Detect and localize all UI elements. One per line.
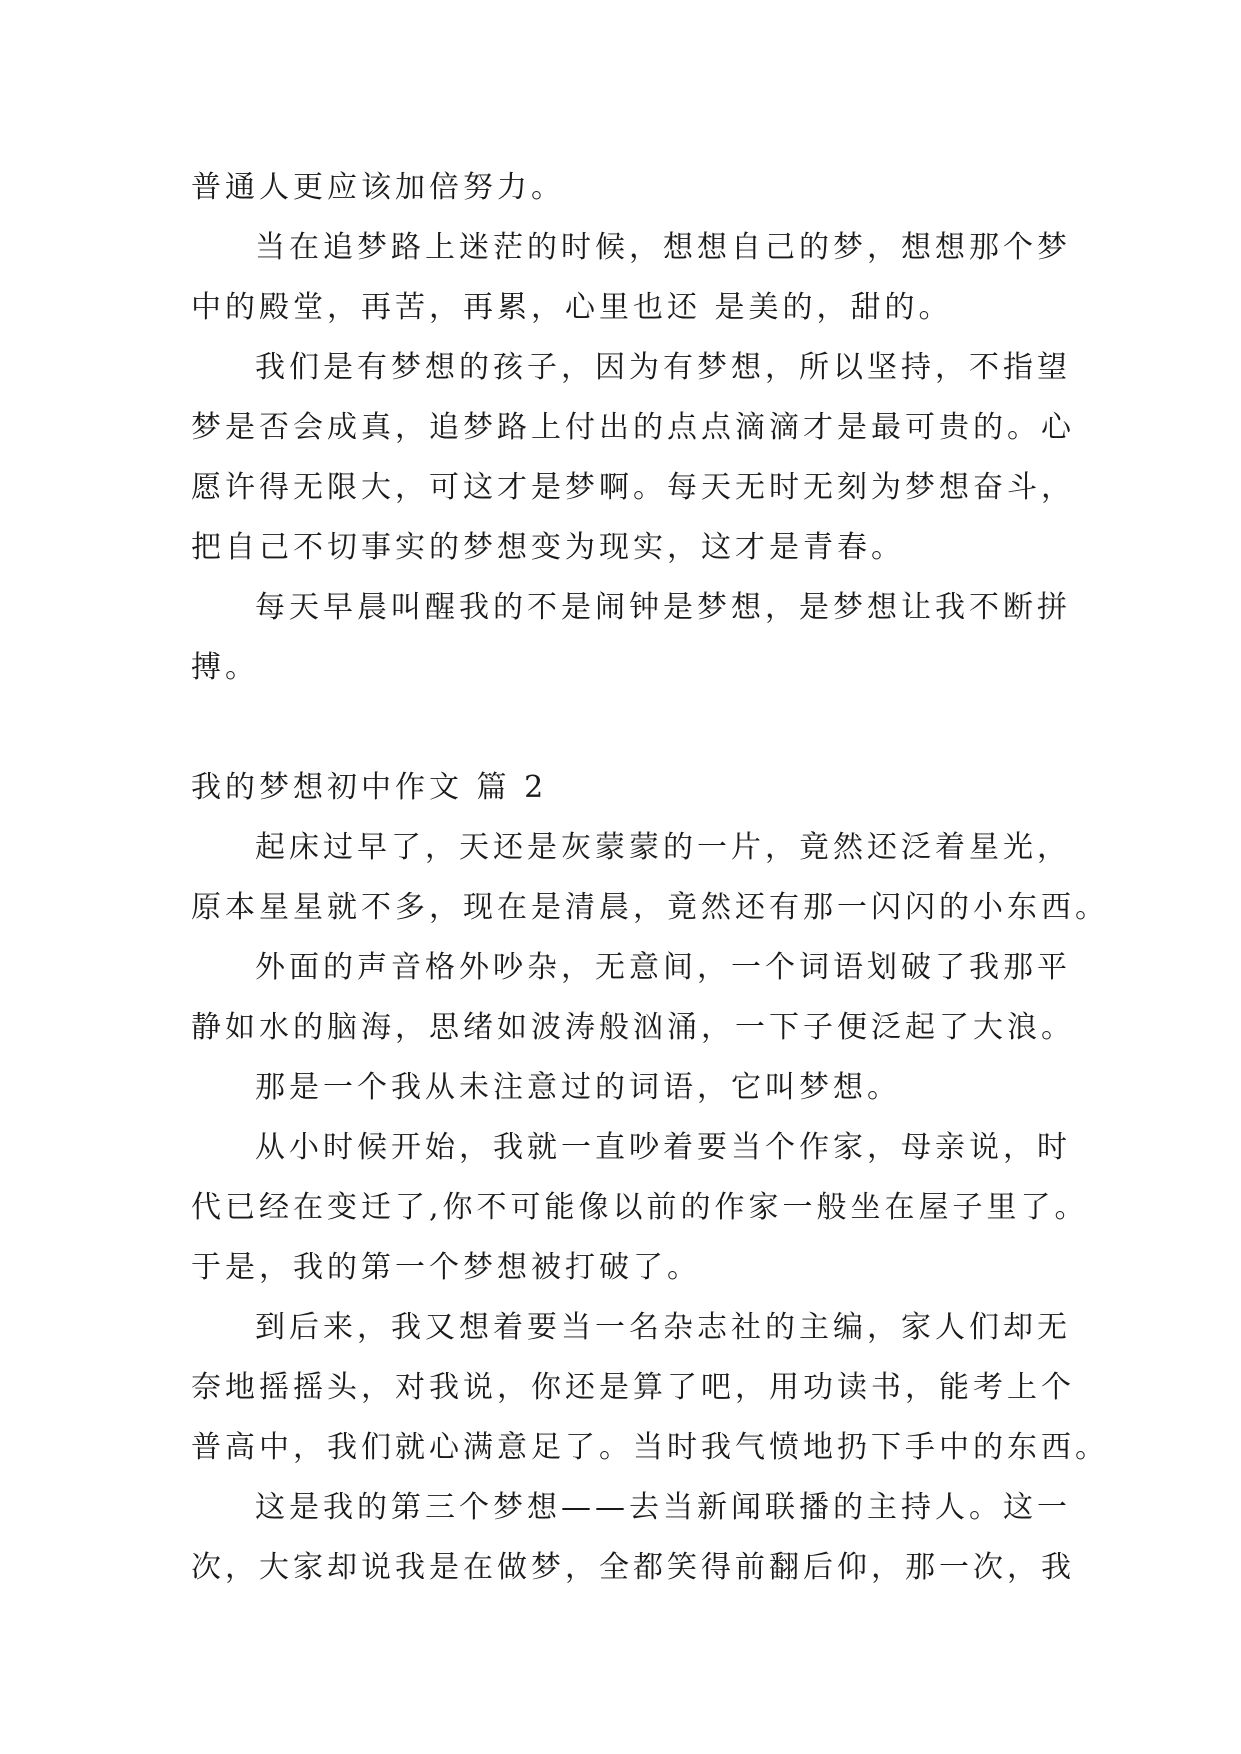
text-line: 外面的声音格外吵杂，无意间，一个词语划破了我那平: [255, 950, 1071, 985]
paragraph-6: [191, 938, 1075, 1058]
paragraph-9: [191, 1298, 1109, 1478]
section-heading: 我的梦想初中作文 篇 2: [191, 770, 548, 805]
text-line: 那是一个我从未注意过的词语，它叫梦想。: [255, 1070, 901, 1105]
text-line: 我们是有梦想的孩子，因为有梦想，所以坚持，不指望: [255, 350, 1071, 385]
text-line: 代已经在变迁了,你不可能像以前的作家一般坐在屋子里了。: [191, 1190, 1089, 1225]
document-body: [191, 158, 1109, 1598]
text-line: 次，大家却说我是在做梦，全都笑得前翻后仰，那一次，我: [191, 1550, 1075, 1585]
text-line: 把自己不切事实的梦想变为现实，这才是青春。: [191, 530, 905, 565]
text-line: 奈地摇摇头，对我说，你还是算了吧，用功读书，能考上个: [191, 1370, 1075, 1405]
paragraph-2: [191, 218, 1071, 338]
text-line: 每天早晨叫醒我的不是闹钟是梦想，是梦想让我不断拼: [255, 590, 1071, 625]
paragraph-4: [191, 578, 1071, 698]
text-line: 起床过早了，天还是灰蒙蒙的一片，竟然还泛着星光，: [255, 830, 1071, 865]
text-line: 愿许得无限大，可这才是梦啊。每天无时无刻为梦想奋斗，: [191, 470, 1075, 505]
paragraph-7: [191, 1058, 1061, 1118]
text-line: 静如水的脑海，思绪如波涛般汹涌，一下子便泛起了大浪。: [191, 1010, 1075, 1045]
text-line: 于是，我的第一个梦想被打破了。: [191, 1250, 701, 1285]
paragraph-10: [191, 1478, 1075, 1598]
text-line: 到后来，我又想着要当一名杂志社的主编，家人们却无: [255, 1310, 1071, 1345]
text-line: 搏。: [191, 650, 259, 685]
text-line: 当在追梦路上迷茫的时候，想想自己的梦，想想那个梦: [255, 230, 1071, 265]
text-line: 梦是否会成真，追梦路上付出的点点滴滴才是最可贵的。心: [191, 410, 1075, 445]
paragraph-5: [191, 818, 1109, 938]
text-line: 普通人更应该加倍努力。: [191, 170, 565, 205]
text-line: 原本星星就不多，现在是清晨，竟然还有那一闪闪的小东西。: [191, 890, 1109, 925]
text-line: 从小时候开始，我就一直吵着要当个作家，母亲说，时: [255, 1130, 1071, 1165]
text-line: 普高中，我们就心满意足了。当时我气愤地扔下手中的东西。: [191, 1430, 1109, 1465]
text-line: 中的殿堂，再苦，再累，心里也还 是美的，甜的。: [191, 290, 953, 325]
paragraph-8: [191, 1118, 1089, 1298]
paragraph-1: [191, 158, 1061, 218]
section-gap: [191, 698, 1061, 758]
text-line: 这是我的第三个梦想——去当新闻联播的主持人。这一: [255, 1490, 1071, 1525]
paragraph-3: [191, 338, 1075, 578]
